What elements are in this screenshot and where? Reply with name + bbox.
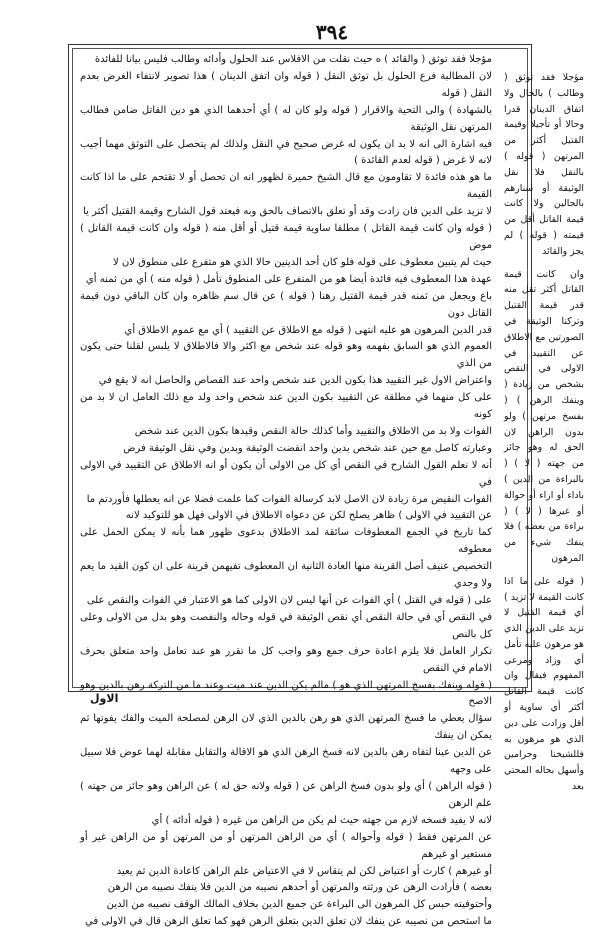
main-text-line: لان المطالبة فرع الحلول بل توثق النقل ( قوله وان اتفق الدينان ) هذا تصوير لانتفاء الغرض بعدم النقل ( قوله: [80, 70, 492, 99]
main-text-line: في النقص أي في حالة النقص أي نقص الوثيقة في قوله وحاله والنفصت وهو بدل من الاولى وعلى كل بالنص: [80, 611, 492, 640]
main-text-line: ( قوله وان كانت قيمة القاتل ) مطلقا ساوية قيمة قتيل أو أقل منه ( قوله وان كانت قيمة القاتل ) موض: [80, 223, 492, 251]
main-text-line: وعبارته كاصل مع حين عند شخص بدين واحد انقضت الوثيقة وبدين وفي نقل الوثيقة فرض: [123, 442, 492, 454]
page-number: ٣٩٤: [315, 20, 349, 44]
main-text-line: على ( قوله في القتل ) أي الفوات عن أنها ليس لان الاولى كما هو الاعتبار في الفوات والنقص على: [86, 595, 492, 606]
main-text-line: التخصيص عنيف أصل القرينة منها العادة الثانية ان المعطوف تفيهمن قرينة على ان كون القيد ما يعم ولا وجدي: [80, 561, 492, 590]
main-text-line: عن المرتهن فقط ( قوله وأحواله ) أي من الراهن المرتهن أو من المرتهن أو من الراهن غير أو مستعير او غيرهم: [80, 831, 492, 860]
main-text-line: ( قوله الراهن ) أي ولو بدون فسخ الراهن عن ( قوله ولانه حق له ) عن الراهن وهو جائز من جهته ) علم الرهن: [80, 780, 492, 809]
margin-paragraph: ( قوله على ما اذا كانت القيمة لا تزيد ) أي قيمة القتيل لا تزيد على الدين الذي هو مرهون عليه تأمل أي وزاد ومرعى المفهوم فيقال وان كانت قيمة القاتل أكثر أي ساوية أو أقل وزادت على دين الذي هو مرهون به فللشيخنا وحرامين وأسهل بحاله المحتي بعد: [504, 575, 584, 793]
main-text-line: ما هو هذه فائدة لا تقاومون مع قال الشيخ حميرة لظهور انه ان تحصل أو لا تقتحم على ما اذا كانت القيمة: [80, 172, 492, 201]
main-text-line: وأحتوفيته حبس كل المرهون الى البراءة عن جميع الدين بخلاف المالك الوقف نصيبه من الدين: [106, 899, 492, 911]
main-text-line: مؤجلا فقد توثق ( والقائد ) ه حيث نقلت من الافلاس عند الحلول وأدائه وطالب فليس بيانا للفائدة: [94, 54, 492, 65]
main-text-line: قدر الدين المرهون هو عليه انتهى ( قوله مع الاطلاق عن التقييد ) أي مع عموم الاطلاق أي: [124, 324, 492, 336]
margin-text-column: [504, 70, 584, 793]
main-text-line: ( قوله وينفك بفسخ المرتهن الذي هو ) مالم يكن الدين عند ميت وعند ما من التركة رهن بالدين وهو الاصح: [80, 679, 492, 708]
main-text-line: كما تاريخ في الجمع المعطوفات سائقة لمد الاطلاق بدعوى ظهور هما بأنه لا يمكن الحمل على معطوفه: [80, 527, 492, 556]
main-text-column: [80, 52, 492, 928]
catchword: الاول: [90, 692, 119, 705]
main-text-line: عن التقييد في الاولى ) ظاهر يصلح لكن عن دعواه الاطلاق في الاولى فهل هو للتوكيد لانه: [125, 510, 492, 522]
main-text-line: لانه لا يفيد فسخه لازم من جهته حيث لم يكن من الراهن من غيره ( قوله أدائه ) أي: [151, 814, 492, 826]
main-text-line: الفوات ولا بد من الاطلاق والتقييد وأما كذلك حالة النقص وقيدها بكون الدين عند شخص: [134, 425, 492, 437]
main-text-line: أنه لا نعلم القول الشارح في النقص أي كل من الاولى أن يكون أو انه الاطلاق عن التقييد في الاولى في: [80, 459, 492, 488]
main-text-line: فيه اشارة الى انه لا بد ان يكون له غرض صحيح في النقل ولذلك لم يتحصل على التوثق مهما أجيب لانه لا غرض ( قوله لعدم القائدة ): [80, 138, 492, 167]
main-text-line: عن الدين عينا لتفاه رهن بالدين لانه فسخ الرهن الذي هو الاقالة والتقابل مقابلة لهما عوض فلا سبيل على وجهه: [80, 747, 492, 776]
main-text-line: لا تزيد على الدين فان زادت وقد أو تعلق بالاتصاف بالحق وبه فيعتد قول الشارح وقيمة القتيل أكثر يا: [82, 206, 492, 218]
main-text-line: تكرار العامل فلا يلزم اعادة حرف جمع وهو واجب كل ما تقرر هو عند تعامل واحد متعلق بحرف الامام في النقص: [80, 645, 492, 674]
main-text-line: بالشهادة ) والى التحية والاقرار ( قوله ولو كان له ) أي أحدهما الذي هو دين القاتل ضامن فطالب المرتهن نقل الوثيقة: [80, 104, 492, 133]
main-text-line: بعضه ) فأرادت الرهن عن ورثته والمرتهن أو أحدهم نصيبه من الدين فلا ينفك نصيبه من الرهن: [107, 882, 492, 894]
margin-paragraph: مؤجلا فقد توثق ( وطالب ) بالحال ولا اتفاق الدينان قدرا وحالا أو تأجيلا وقيمة القتيل أكثر من المرتهن ( قوله ) بالنقل فلا نقل الوثيقة أو سنارهم بالحالين ولا كانت قيمة القاتل أقل من قيمته ( قوله ) لم يجز والقائد: [504, 72, 584, 257]
main-text-line: ما استحص من نصيبه عن ينفك لان تعلق الدين بتعلق الرهن فهو كما تعلق الرهن قال في الاولى في: [84, 916, 492, 928]
main-text-line: العموم الذي هو السابق بفهمه وهو قوله عند شخص مع اكثر والا فالاطلاق لا يلبس لقلنا حتى يكون من الذي: [80, 341, 492, 370]
main-text-line: واعتراض الاول غير التقييد هذا بكون الدين عند شخص واحد عند القصاص والحاصل انه لا يقع في: [98, 375, 492, 387]
main-text-line: سؤال يعطي ما فسخ المرتهن الذي هو رهن بالدين الذي لان الرهن لمصلحة الميت والفك يفوتها ثم يمكن ان ينفك: [80, 713, 492, 742]
main-text-line: عهدة هذا المعطوف فيه فائدة أيضا هو من المتفرع على المنطوق تأمل ( قوله منه ) أي من ثمنه أي: [85, 273, 492, 285]
main-text-line: الفوات النقيض مرة زيادة لان الاصل لابد كرسالة الفوات كما علمت فضلا عن انه يعطلها فأوردتم ما: [86, 493, 492, 505]
margin-paragraph: وان كانت قيمة القاتل أكثر تقل منه قدر قيمة القتيل وتركنا الوثيقة في الصورتين مع الاطلاق عن التقييد في الاولى في النقص بشخص من زيادة ( وينفك الرهن ) ( بفسخ مرتهن ) ولو بدون الراهن لان الحق له وهو جائز من جهته ( لا ) ( بالبراءة من الدين ) باداء أو اراء أو حوالة أو غيرها ( لا ) ( براءة من بعضه ) فلا ينفك شيء من المرهون: [504, 268, 584, 564]
main-text-line: أو غيرهم ) كارث أو اعتياض لكن لم يتقاس لا في الاعتياض علم الراهن كاعادة الدين ثم يعيد: [116, 865, 492, 877]
main-text-line: حيث لم يتبين معطوف على قوله فلو كان أحد الدينين حالا الذي هو متفرع على منطوق لان لا: [112, 256, 492, 268]
main-text-line: باع ويجعل من ثمنه قدر قيمة القتيل رهنا ( قوله ) عن قال سم ظاهره وان كان الباقي دون قيمة القاتل دون: [80, 290, 492, 319]
main-text-line: على كل منهما في مطلقة عن التقييد بكون الدين عند شخص واحد ولد مع ذلك العامل ان لا بد من كونه: [80, 392, 492, 421]
